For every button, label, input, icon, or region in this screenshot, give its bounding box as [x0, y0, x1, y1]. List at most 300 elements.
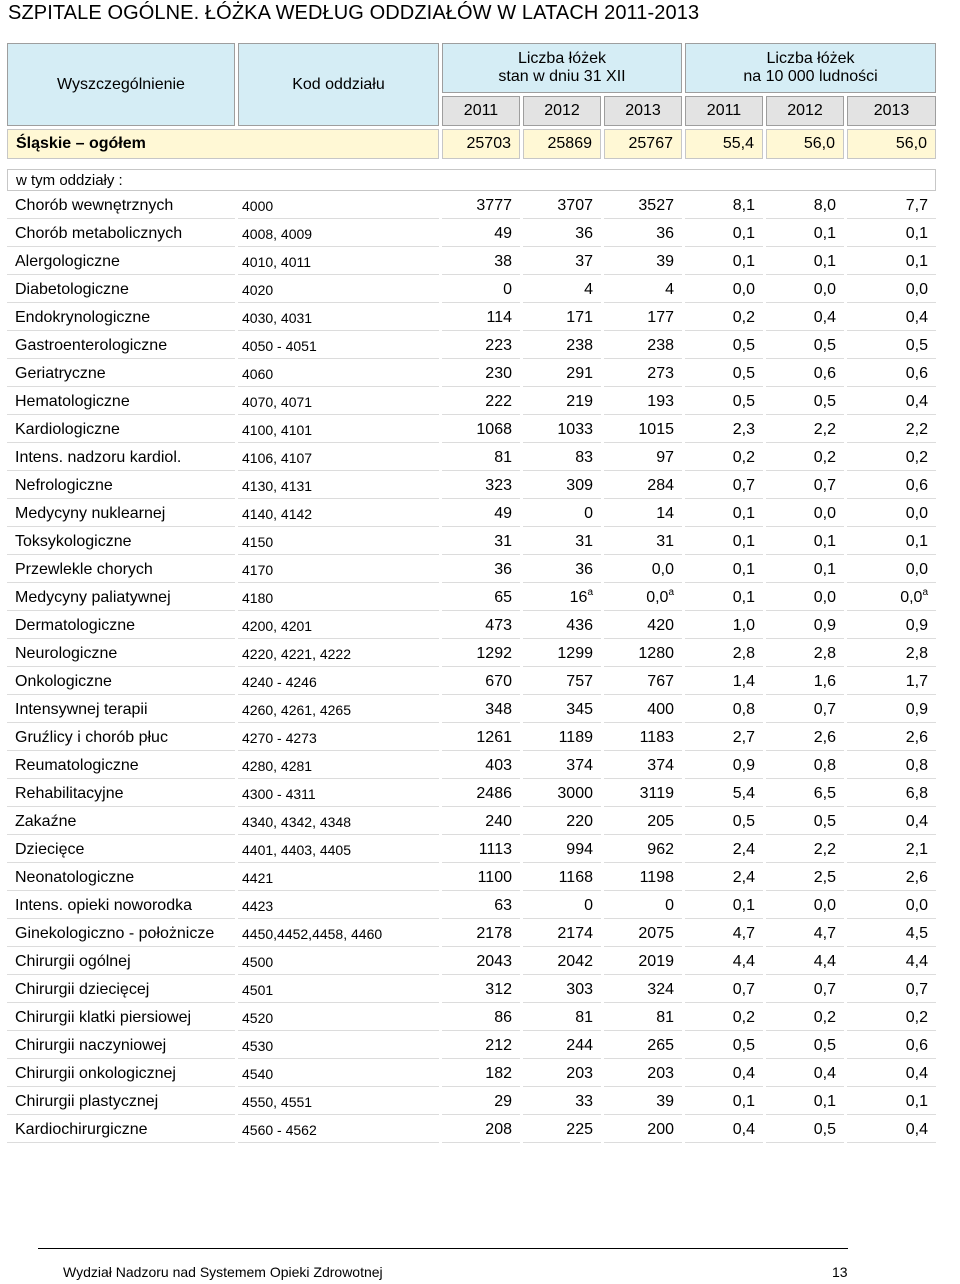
value-text: 2486 — [476, 785, 512, 802]
value-cell — [442, 810, 520, 835]
ward-name: Chirurgii ogólnej — [7, 950, 235, 975]
value-text: 244 — [566, 1037, 593, 1054]
table-row — [7, 362, 936, 387]
value-cell — [766, 866, 844, 891]
value-text: 0,9 — [732, 757, 755, 774]
ward-name: Gastroenterologiczne — [7, 334, 235, 359]
value-text: 0,7 — [813, 701, 836, 718]
total-cell: 25767 — [604, 129, 682, 159]
value-text: 0,6 — [905, 365, 929, 382]
value-text: 238 — [566, 337, 593, 354]
value-text: 36 — [575, 225, 593, 242]
value-cell — [766, 362, 844, 387]
value-cell — [766, 446, 844, 471]
value-text: 240 — [485, 813, 512, 830]
value-cell — [604, 978, 682, 1003]
value-cell — [685, 250, 763, 275]
value-cell — [523, 866, 601, 891]
value-text: 220 — [566, 813, 593, 830]
value-cell — [442, 446, 520, 471]
value-cell — [766, 418, 844, 443]
ward-code: 4000 — [238, 194, 439, 219]
value-text: 14 — [656, 505, 674, 522]
value-cell — [685, 418, 763, 443]
value-text: 1168 — [558, 869, 593, 886]
value-cell — [685, 838, 763, 863]
value-text: 182 — [485, 1065, 512, 1082]
value-cell — [604, 1006, 682, 1031]
value-text: 0,1 — [732, 533, 755, 550]
value-cell — [442, 502, 520, 527]
value-text: 0,1 — [732, 897, 755, 914]
value-text: 2,4 — [732, 869, 755, 886]
value-text: 1292 — [476, 645, 512, 662]
value-text: 0,1 — [813, 1093, 836, 1110]
value-cell — [847, 418, 936, 443]
value-cell — [523, 698, 601, 723]
ward-code: 4501 — [238, 978, 439, 1003]
value-cell — [847, 222, 936, 247]
value-text: 374 — [566, 757, 593, 774]
value-cell — [442, 642, 520, 667]
table-body — [7, 129, 936, 1143]
value-cell — [847, 838, 936, 863]
value-text: 114 — [486, 309, 512, 326]
value-cell — [685, 362, 763, 387]
value-text: 0,0 — [813, 505, 836, 522]
header-beds-count — [442, 43, 682, 93]
ward-code: 4270 - 4273 — [238, 726, 439, 751]
value-text: 29 — [494, 1093, 512, 1110]
value-text: 1,6 — [813, 673, 836, 690]
value-text: 994 — [566, 841, 593, 858]
ward-code: 4540 — [238, 1062, 439, 1087]
value-cell — [523, 894, 601, 919]
value-cell — [685, 866, 763, 891]
ward-code: 4020 — [238, 278, 439, 303]
value-text: 2,3 — [732, 421, 755, 438]
value-cell — [847, 446, 936, 471]
value-cell — [604, 1062, 682, 1087]
value-text: 0,4 — [813, 309, 836, 326]
table-row — [7, 1118, 936, 1143]
value-text: 8,0 — [813, 197, 836, 214]
value-text: 33 — [575, 1093, 593, 1110]
value-text: 8,1 — [732, 197, 755, 214]
value-cell — [766, 838, 844, 863]
table-row — [7, 978, 936, 1003]
value-cell — [604, 222, 682, 247]
value-cell — [847, 642, 936, 667]
ward-name: Dermatologiczne — [7, 614, 235, 639]
value-cell — [442, 1090, 520, 1115]
value-cell — [847, 194, 936, 219]
value-text: 97 — [656, 449, 674, 466]
value-cell — [847, 810, 936, 835]
value-cell — [523, 1062, 601, 1087]
value-cell — [442, 194, 520, 219]
ward-code: 4170 — [238, 558, 439, 583]
value-cell — [442, 390, 520, 415]
value-cell — [766, 558, 844, 583]
table-row — [7, 586, 936, 611]
value-cell — [604, 754, 682, 779]
value-text: 2,8 — [732, 645, 755, 662]
value-text: 0,5 — [732, 365, 755, 382]
value-text: 0,0 — [813, 897, 836, 914]
value-cell — [766, 950, 844, 975]
value-text: 65 — [494, 589, 512, 606]
value-text: 0,2 — [732, 309, 755, 326]
value-text: 39 — [656, 253, 674, 270]
value-text: 962 — [647, 841, 674, 858]
ward-code: 4260, 4261, 4265 — [238, 698, 439, 723]
value-cell — [685, 390, 763, 415]
value-cell — [523, 726, 601, 751]
table-row — [7, 250, 936, 275]
value-cell — [442, 418, 520, 443]
value-text: 0,7 — [905, 981, 929, 998]
table-row — [7, 894, 936, 919]
value-text: 0,0 — [905, 561, 929, 578]
value-cell — [523, 194, 601, 219]
value-text: 0,6 — [905, 1037, 929, 1054]
value-text: 0,8 — [813, 757, 836, 774]
ward-code: 4180 — [238, 586, 439, 611]
value-text: 1,7 — [905, 673, 929, 690]
value-cell — [604, 250, 682, 275]
value-text: 436 — [566, 617, 593, 634]
value-cell — [847, 978, 936, 1003]
value-cell — [523, 670, 601, 695]
value-cell — [685, 558, 763, 583]
value-text: 63 — [494, 897, 512, 914]
value-cell — [847, 698, 936, 723]
value-text: 1280 — [638, 645, 674, 662]
value-text: 0,0 — [732, 281, 755, 298]
value-text: 205 — [647, 813, 674, 830]
value-text: 4,4 — [813, 953, 836, 970]
page-title: SZPITALE OGÓLNE. ŁÓŻKA WEDŁUG ODDZIAŁÓW W LATACH 2011-2013 — [8, 2, 700, 24]
value-cell — [604, 866, 682, 891]
value-cell — [685, 1034, 763, 1059]
value-text: 4,5 — [905, 925, 929, 942]
ward-name: Rehabilitacyjne — [7, 782, 235, 807]
ward-name: Chirurgii naczyniowej — [7, 1034, 235, 1059]
value-text: 2019 — [638, 953, 674, 970]
value-text: 0,5 — [905, 337, 929, 354]
value-text: 0 — [503, 281, 512, 298]
value-cell — [766, 614, 844, 639]
value-cell — [523, 530, 601, 555]
value-cell — [766, 530, 844, 555]
value-cell — [442, 250, 520, 275]
value-cell — [685, 670, 763, 695]
table-row — [7, 446, 936, 471]
value-cell — [685, 726, 763, 751]
table-row — [7, 670, 936, 695]
value-text: 1015 — [638, 421, 674, 438]
ward-name: Chorób metabolicznych — [7, 222, 235, 247]
ward-name: Chorób wewnętrznych — [7, 194, 235, 219]
value-cell — [523, 278, 601, 303]
ward-name: Endokrynologiczne — [7, 306, 235, 331]
value-cell — [523, 978, 601, 1003]
value-cell — [766, 1090, 844, 1115]
value-cell — [523, 1034, 601, 1059]
value-cell — [766, 194, 844, 219]
ward-name: Reumatologiczne — [7, 754, 235, 779]
value-text: 4,7 — [732, 925, 755, 942]
value-cell — [523, 642, 601, 667]
value-text: 0,2 — [905, 1009, 929, 1026]
value-text: 0,4 — [905, 309, 929, 326]
ward-name: Geriatryczne — [7, 362, 235, 387]
value-text: 0,8 — [732, 701, 755, 718]
value-text: 81 — [656, 1009, 674, 1026]
ward-code: 4560 - 4562 — [238, 1118, 439, 1143]
value-text: 0,4 — [905, 1121, 929, 1138]
value-text: 81 — [575, 1009, 593, 1026]
value-cell — [523, 782, 601, 807]
ward-name: Intens. opieki noworodka — [7, 894, 235, 919]
year-header: 2011 — [685, 96, 763, 126]
year-header: 2011 — [442, 96, 520, 126]
value-text: 0,1 — [905, 533, 929, 550]
value-text: 0,1 — [732, 561, 755, 578]
ward-name: Kardiochirurgiczne — [7, 1118, 235, 1143]
value-text: 38 — [494, 253, 512, 270]
ward-code: 4200, 4201 — [238, 614, 439, 639]
ward-name: Medycyny paliatywnej — [7, 586, 235, 611]
value-cell — [847, 950, 936, 975]
ward-code: 4520 — [238, 1006, 439, 1031]
value-text: 6,8 — [905, 785, 929, 802]
value-cell — [766, 1006, 844, 1031]
ward-code: 4340, 4342, 4348 — [238, 810, 439, 835]
subheader-row — [7, 169, 936, 191]
value-cell — [442, 838, 520, 863]
table-row — [7, 810, 936, 835]
total-cell: 25703 — [442, 129, 520, 159]
table-row — [7, 194, 936, 219]
value-cell — [847, 1118, 936, 1143]
value-cell — [847, 754, 936, 779]
value-text: 0,4 — [905, 393, 929, 410]
ward-name: Chirurgii klatki piersiowej — [7, 1006, 235, 1031]
value-text: 0,1 — [732, 225, 755, 242]
value-cell — [685, 194, 763, 219]
value-cell — [604, 922, 682, 947]
value-cell — [604, 586, 682, 611]
value-text: 4 — [584, 281, 593, 298]
value-cell — [604, 474, 682, 499]
value-cell — [523, 1118, 601, 1143]
value-cell — [685, 446, 763, 471]
value-text: 0,1 — [905, 225, 929, 242]
value-cell — [766, 894, 844, 919]
value-cell — [523, 334, 601, 359]
ward-code: 4220, 4221, 4222 — [238, 642, 439, 667]
value-cell — [847, 866, 936, 891]
value-text: 2,2 — [905, 421, 929, 438]
value-text: 2,5 — [813, 869, 836, 886]
value-cell — [523, 390, 601, 415]
value-text: 291 — [566, 365, 593, 382]
value-cell — [685, 306, 763, 331]
table-row — [7, 922, 936, 947]
value-text: 420 — [647, 617, 674, 634]
value-text: 670 — [485, 673, 512, 690]
value-cell — [442, 950, 520, 975]
value-cell — [685, 1090, 763, 1115]
table-row — [7, 530, 936, 555]
value-cell — [604, 278, 682, 303]
value-text: 4,4 — [732, 953, 755, 970]
ward-name: Dziecięce — [7, 838, 235, 863]
value-cell — [847, 894, 936, 919]
value-text: 0,4 — [905, 813, 929, 830]
table-row — [7, 1090, 936, 1115]
value-cell — [523, 250, 601, 275]
ward-name: Hematologiczne — [7, 390, 235, 415]
ward-code: 4050 - 4051 — [238, 334, 439, 359]
value-cell — [847, 362, 936, 387]
ward-code: 4060 — [238, 362, 439, 387]
total-cell: 55,4 — [685, 129, 763, 159]
value-text: 2,8 — [813, 645, 836, 662]
value-cell — [685, 1006, 763, 1031]
value-text: 0,4 — [732, 1121, 755, 1138]
value-cell — [685, 754, 763, 779]
footer-text: Wydział Nadzoru nad Systemem Opieki Zdrowotnej — [63, 1264, 383, 1280]
value-text: 0,5 — [732, 393, 755, 410]
value-text: 2,1 — [905, 841, 929, 858]
value-cell — [523, 418, 601, 443]
value-text: 2174 — [557, 925, 593, 942]
table-row — [7, 474, 936, 499]
value-text: 0,7 — [813, 477, 836, 494]
value-text: 0,4 — [732, 1065, 755, 1082]
value-cell — [523, 586, 601, 611]
value-text: 0,6 — [813, 365, 836, 382]
value-cell — [847, 390, 936, 415]
ward-code: 4008, 4009 — [238, 222, 439, 247]
value-text: 222 — [485, 393, 512, 410]
ward-name: Intens. nadzoru kardiol. — [7, 446, 235, 471]
value-text: 16 — [569, 589, 588, 606]
ward-name: Nefrologiczne — [7, 474, 235, 499]
header-beds-per-10000-line2: na 10 000 ludności — [743, 68, 878, 85]
ward-name: Zakaźne — [7, 810, 235, 835]
ward-code: 4550, 4551 — [238, 1090, 439, 1115]
table-row — [7, 334, 936, 359]
year-header: 2012 — [523, 96, 601, 126]
value-cell — [766, 334, 844, 359]
value-cell — [523, 1090, 601, 1115]
value-cell — [442, 530, 520, 555]
value-text: 1,4 — [732, 673, 755, 690]
value-cell — [685, 642, 763, 667]
value-text: 0,0 — [905, 281, 929, 298]
ward-code: 4100, 4101 — [238, 418, 439, 443]
ward-name: Chirurgii dziecięcej — [7, 978, 235, 1003]
value-cell — [766, 222, 844, 247]
value-text: 0,2 — [732, 449, 755, 466]
value-cell — [442, 278, 520, 303]
value-cell — [523, 1006, 601, 1031]
value-text: 2042 — [557, 953, 593, 970]
value-text: 3000 — [557, 785, 593, 802]
value-text: 3707 — [557, 197, 593, 214]
spacer-row — [7, 162, 936, 166]
value-text: 0,1 — [813, 561, 836, 578]
ward-name: Przewlekle chorych — [7, 558, 235, 583]
value-cell — [847, 726, 936, 751]
table-row — [7, 1062, 936, 1087]
value-text: 81 — [494, 449, 512, 466]
table-row — [7, 782, 936, 807]
footnote-marker: a — [668, 587, 674, 598]
table-row — [7, 558, 936, 583]
value-cell — [442, 558, 520, 583]
value-text: 0,7 — [732, 981, 755, 998]
value-cell — [766, 754, 844, 779]
value-text: 1198 — [639, 869, 674, 886]
value-text: 324 — [647, 981, 674, 998]
ward-name: Gruźlicy i chorób płuc — [7, 726, 235, 751]
value-text: 0,4 — [813, 1065, 836, 1082]
value-text: 2,6 — [905, 729, 929, 746]
footnote-marker: a — [587, 587, 593, 598]
value-cell — [847, 474, 936, 499]
value-cell — [847, 306, 936, 331]
value-text: 0,2 — [813, 1009, 836, 1026]
ward-code: 4106, 4107 — [238, 446, 439, 471]
value-text: 36 — [494, 561, 512, 578]
value-cell — [442, 726, 520, 751]
value-cell — [442, 866, 520, 891]
value-cell — [766, 922, 844, 947]
value-cell — [766, 810, 844, 835]
value-cell — [766, 250, 844, 275]
value-text: 0,2 — [813, 449, 836, 466]
value-cell — [523, 362, 601, 387]
value-text: 284 — [647, 477, 674, 494]
value-text: 0,0 — [813, 281, 836, 298]
header-code-label: Kod oddziału — [292, 75, 385, 93]
value-cell — [847, 1062, 936, 1087]
value-text: 309 — [566, 477, 593, 494]
value-text: 238 — [647, 337, 674, 354]
ward-name: Toksykologiczne — [7, 530, 235, 555]
table-row — [7, 754, 936, 779]
value-text: 0,0 — [813, 589, 836, 606]
value-cell — [604, 810, 682, 835]
header-code — [238, 43, 439, 126]
table-row — [7, 502, 936, 527]
value-text: 0,1 — [905, 253, 929, 270]
value-text: 757 — [566, 673, 593, 690]
value-cell — [685, 530, 763, 555]
value-text: 312 — [485, 981, 512, 998]
value-cell — [766, 670, 844, 695]
table-row — [7, 278, 936, 303]
value-cell — [685, 698, 763, 723]
table-row — [7, 726, 936, 751]
value-cell — [847, 558, 936, 583]
value-cell — [604, 558, 682, 583]
